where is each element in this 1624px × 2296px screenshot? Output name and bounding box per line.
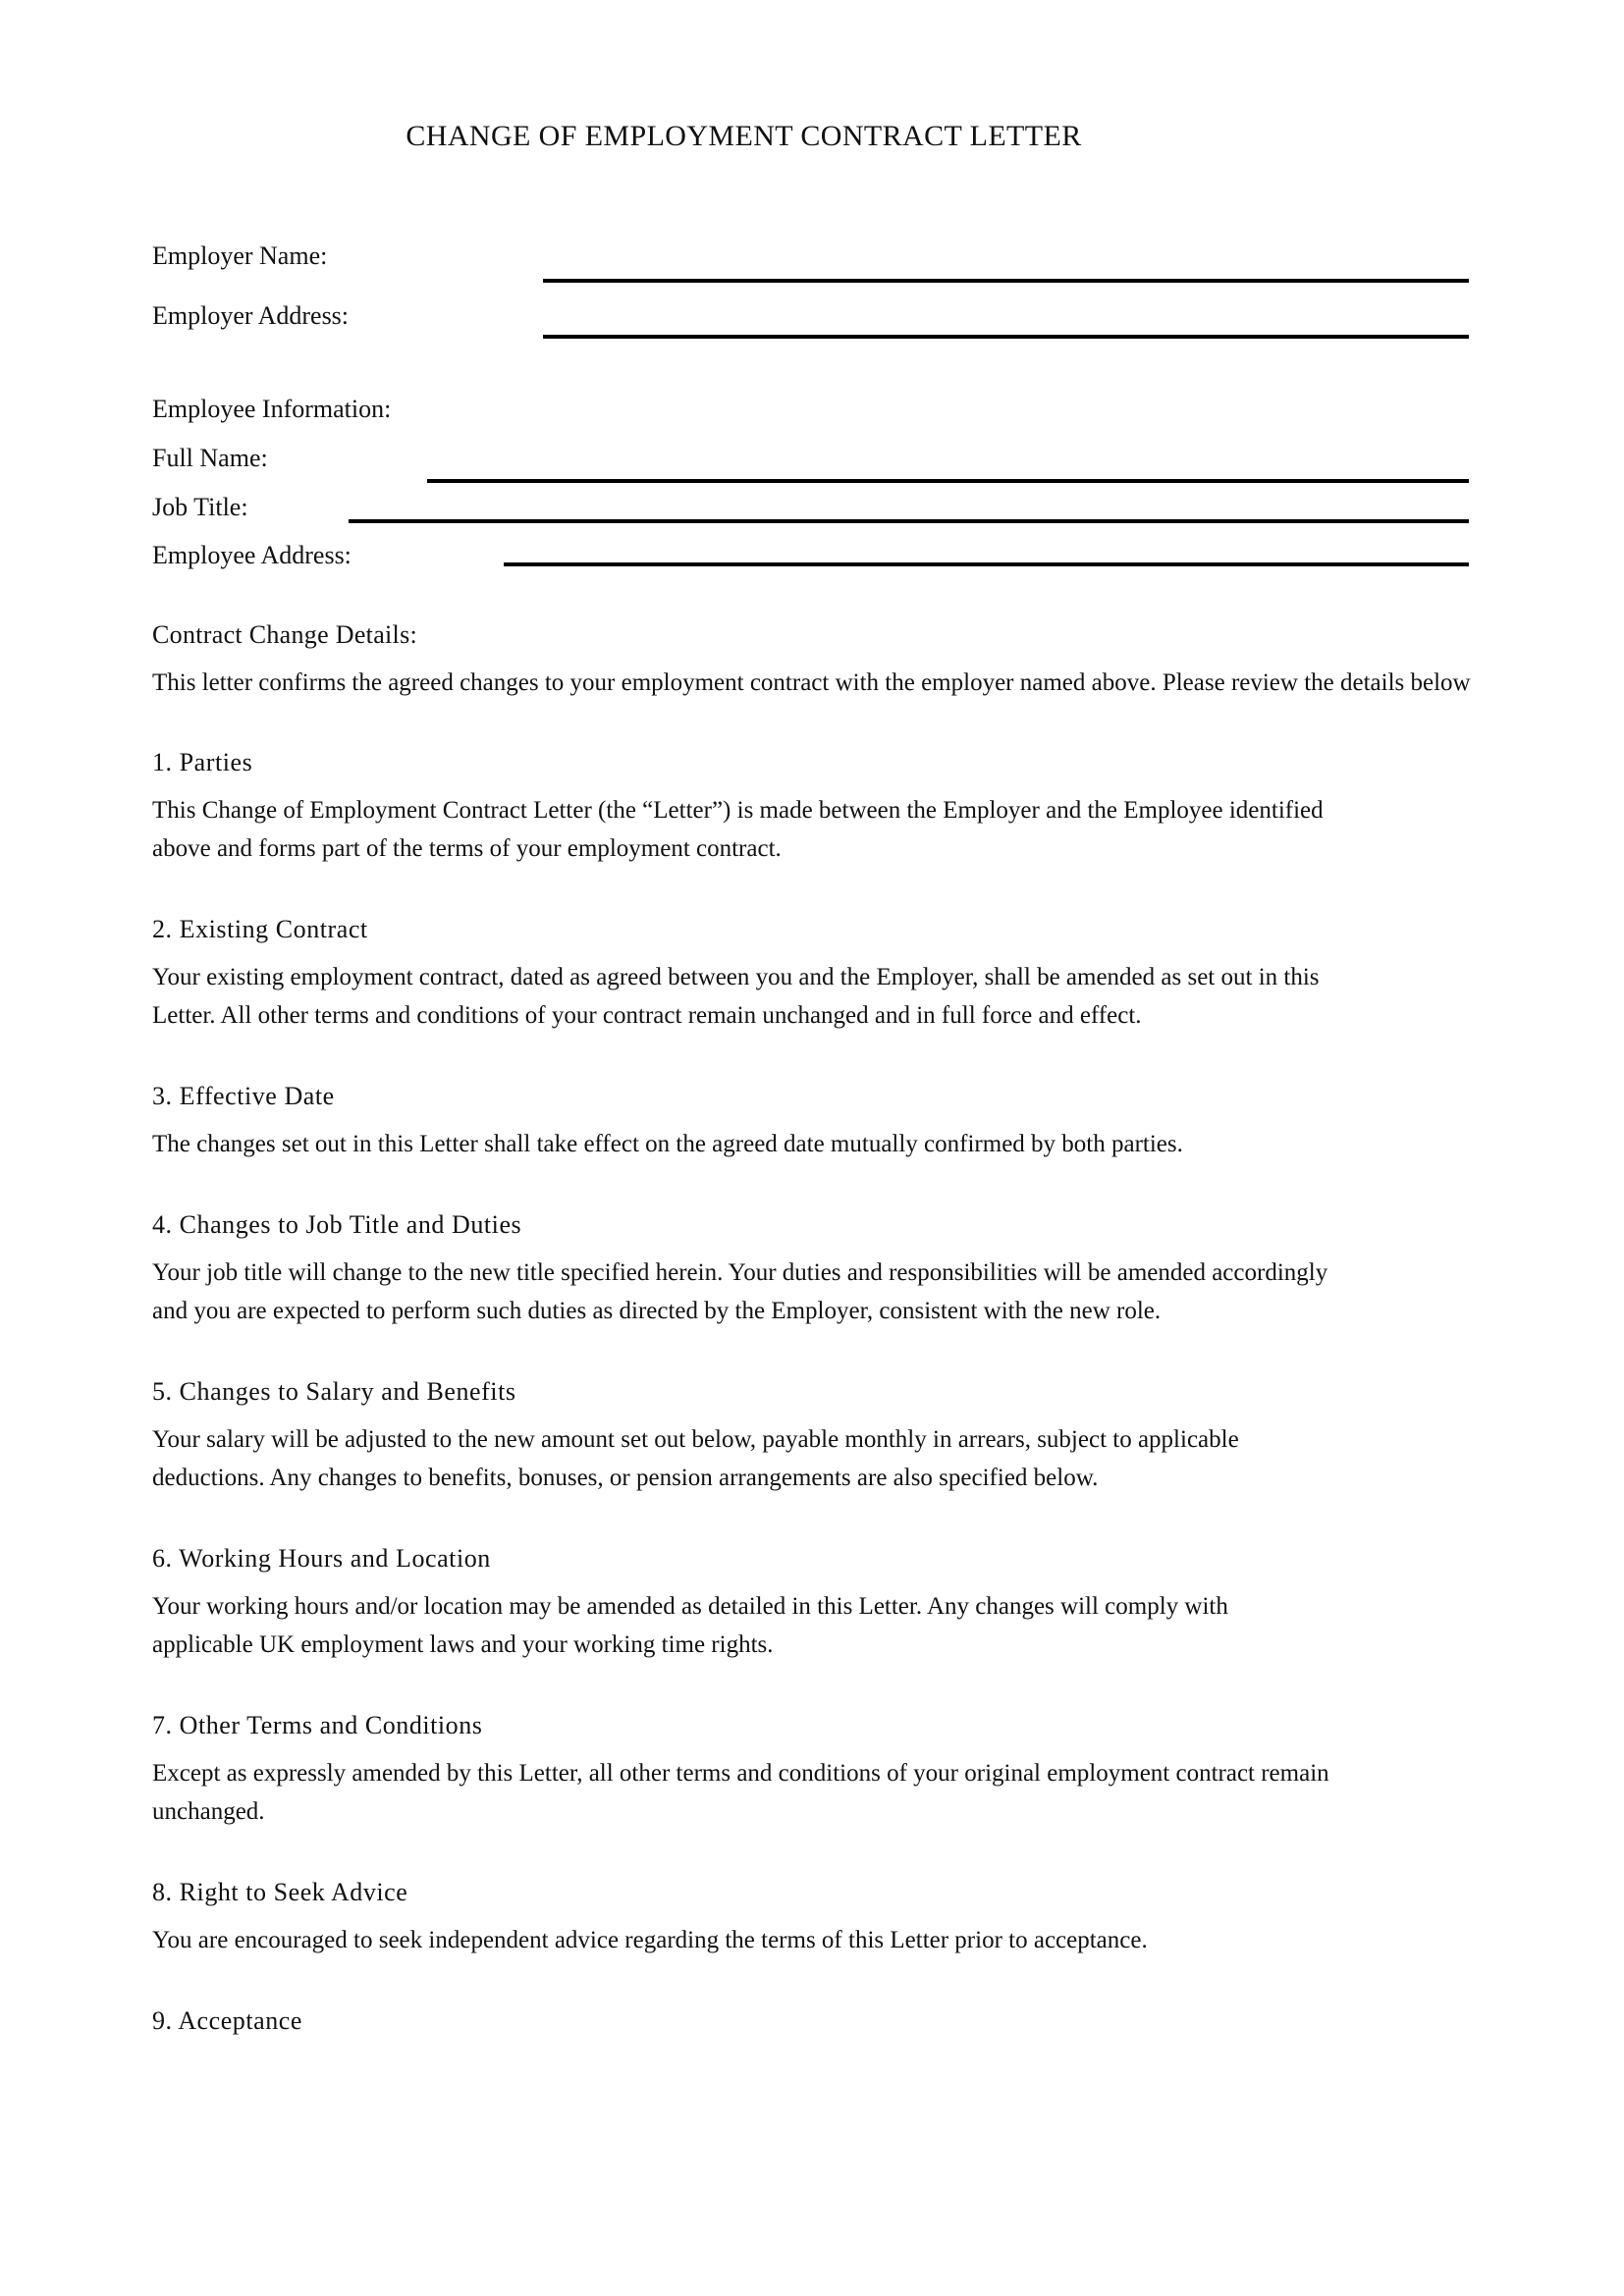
section-body [152, 791, 1473, 868]
form-field-label: Employer Name: [152, 241, 328, 270]
form-field-label: Full Name: [152, 444, 268, 472]
document-section [152, 1080, 1624, 1163]
form-field-input-rule[interactable] [543, 335, 1469, 339]
section-body [152, 1921, 1473, 1959]
form-field-input-rule[interactable] [427, 479, 1469, 483]
document-section [152, 2004, 1624, 2038]
section-body [152, 1754, 1473, 1831]
section-body [152, 958, 1473, 1035]
section-body-line: above and forms part of the terms of your employment contract. [152, 835, 782, 862]
section-heading: 2. Existing Contract [152, 915, 368, 943]
form-field-input-rule[interactable] [504, 562, 1469, 566]
section-body [152, 1420, 1473, 1497]
section-heading: 9. Acceptance [152, 2006, 302, 2035]
form-field-label: Employee Address: [152, 541, 352, 569]
sections-container [152, 746, 1624, 2038]
form-field-label: Job Title: [152, 493, 248, 521]
section-body-line: Except as expressly amended by this Letter, all other terms and conditions of your original employment contract remain [152, 1760, 1329, 1787]
section-body-line: deductions. Any changes to benefits, bonuses, or pension arrangements are also specified below. [152, 1465, 1099, 1491]
form-field [152, 240, 1624, 279]
section-heading: 6. Working Hours and Location [152, 1544, 491, 1573]
section-body [152, 1587, 1473, 1664]
form-fields-block [0, 0, 1624, 609]
document-section [152, 1709, 1624, 1831]
document-body [152, 616, 1624, 2038]
document-section [152, 1375, 1624, 1497]
section-body-line: unchanged. [152, 1798, 265, 1825]
form-field [152, 491, 1624, 530]
form-field-input-rule[interactable] [349, 519, 1469, 523]
form-field [152, 539, 1624, 578]
document-section [152, 913, 1624, 1035]
section-body [152, 1254, 1473, 1330]
section-body-line: This Change of Employment Contract Letter (the “Letter”) is made between the Employer and the Employee identified [152, 797, 1324, 824]
document-section [152, 1208, 1624, 1330]
section-body-line: You are encouraged to seek independent advice regarding the terms of this Letter prior to acceptance. [152, 1927, 1148, 1953]
contract-change-details-heading: Contract Change Details: [152, 620, 418, 649]
form-field-label: Employer Address: [152, 301, 350, 330]
document-section [152, 746, 1624, 868]
section-heading: 1. Parties [152, 748, 253, 776]
form-field-label: Employee Information: [152, 395, 392, 423]
section-heading: 4. Changes to Job Title and Duties [152, 1210, 522, 1239]
form-field [152, 393, 1624, 432]
section-body-line: Letter. All other terms and conditions of your contract remain unchanged and in full force and effect. [152, 1002, 1142, 1029]
section-body-line: and you are expected to perform such duties as directed by the Employer, consistent with the new role. [152, 1298, 1162, 1324]
section-body-line: applicable UK employment laws and your working time rights. [152, 1631, 774, 1658]
section-body-line: Your job title will change to the new title specified herein. Your duties and responsibilities will be amended accordingly [152, 1259, 1328, 1286]
form-field-input-rule[interactable] [543, 279, 1469, 283]
section-body-line: Your working hours and/or location may be amended as detailed in this Letter. Any changes will comply with [152, 1593, 1228, 1620]
section-body-line: Your existing employment contract, dated as agreed between you and the Employer, shall be amended as set out in this [152, 964, 1320, 990]
section-heading: 3. Effective Date [152, 1082, 335, 1110]
document-section [152, 1542, 1624, 1664]
section-heading: 7. Other Terms and Conditions [152, 1711, 483, 1739]
page-title: CHANGE OF EMPLOYMENT CONTRACT LETTER [406, 120, 1082, 152]
section-heading: 8. Right to Seek Advice [152, 1878, 408, 1906]
section-heading: 5. Changes to Salary and Benefits [152, 1377, 516, 1406]
section-body [152, 1125, 1473, 1163]
section-body-line: The changes set out in this Letter shall take effect on the agreed date mutually confirmed by both parties. [152, 1131, 1183, 1157]
section-body-line: Your salary will be adjusted to the new amount set out below, payable monthly in arrears, subject to applicable [152, 1426, 1239, 1453]
form-field [152, 442, 1624, 481]
form-field [152, 299, 1624, 339]
document-section [152, 1876, 1624, 1959]
contract-change-details-intro: This letter confirms the agreed changes to your employment contract with the employer named above. Please review the details below [152, 669, 1471, 696]
